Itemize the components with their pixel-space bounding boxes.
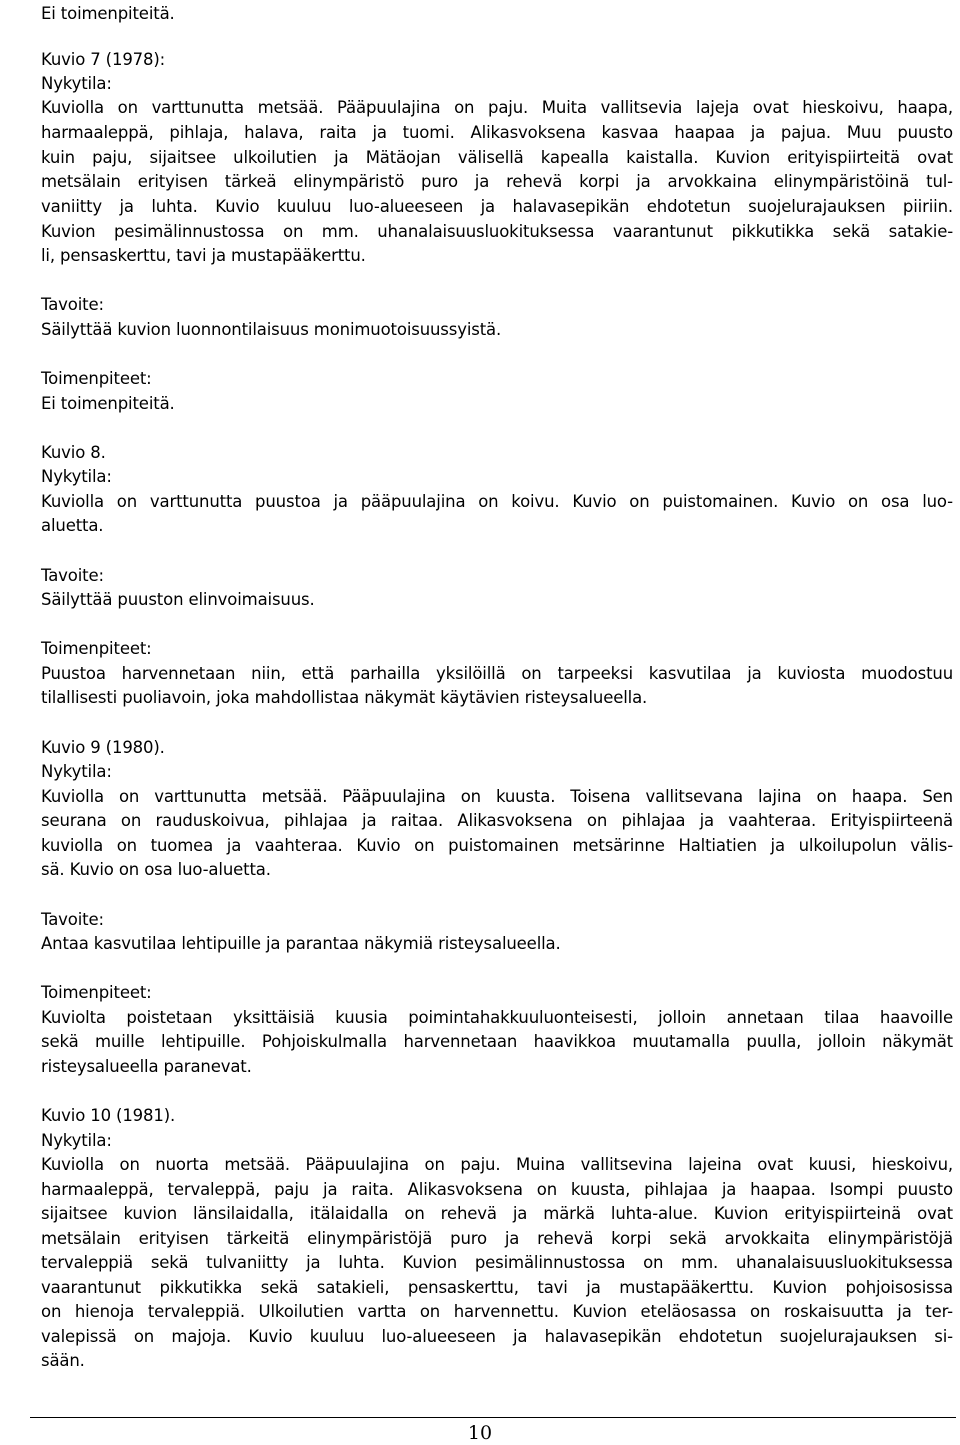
text-line-k7-n4: metsälain erityisen tärkeä elinympäristö puro ja rehevä korpi ja arvokkaina elinympäristöinä tul- [41, 172, 953, 191]
text-line-k7-toim: Toimenpiteet: [41, 369, 152, 388]
text-line-k7-title: Kuvio 7 (1978): [41, 50, 166, 69]
text-line-k7-n7: li, pensaskerttu, tavi ja mustapääkerttu. [41, 246, 366, 265]
text-line-k8-n1: Kuviolla on varttunutta puustoa ja pääpuulajina on koivu. Kuvio on puistomainen. Kuvio on osa luo- [41, 492, 953, 511]
page-number: 10 [467, 1422, 493, 1444]
text-line-k7-n6: Kuvion pesimälinnustossa on mm. uhanalaisuusluokituksessa vaarantunut pikkutikka sekä satakie- [41, 222, 953, 241]
text-line-k9-toim2: sekä muille lehtipuille. Pohjoiskulmalla harvennetaan haavikkoa muutamalla puulla, jolloin näkymät [41, 1032, 953, 1051]
text-line-k8-title: Kuvio 8. [41, 443, 106, 462]
text-line-k9-t1: Antaa kasvutilaa lehtipuille ja parantaa näkymiä risteysalueella. [41, 934, 561, 953]
text-line-k7-tavoite: Tavoite: [41, 295, 104, 314]
text-line-k7-t1: Säilyttää kuvion luonnontilaisuus monimuotoisuussyistä. [41, 320, 502, 339]
text-line-k7-n3: kuin paju, sijaitsee ulkoilutien ja Mätäojan välisellä kapealla kaistalla. Kuvion erityispiirteitä ovat [41, 148, 953, 167]
text-line-k10-n1: Kuviolla on nuorta metsää. Pääpuulajina on paju. Muina vallitsevina lajeina ovat kuusi, hieskoivu, [41, 1155, 953, 1174]
text-line-k9-tavoite: Tavoite: [41, 910, 104, 929]
text-line-k9-toim3: risteysalueella paranevat. [41, 1057, 252, 1076]
text-line-k7-n5: vaniitty ja luhta. Kuvio kuuluu luo-alueeseen ja halavasepikän ehdotetun suojelurajauksen piiriin. [41, 197, 953, 216]
text-line-k9-n2: seurana on rauduskoivua, pihlajaa ja raitaa. Alikasvoksena on pihlajaa ja vaahteraa. Erityispiirteenä [41, 811, 953, 830]
text-line-k9-title: Kuvio 9 (1980). [41, 738, 165, 757]
text-line-k8-toim1: Puustoa harvennetaan niin, että parhailla yksilöillä on tarpeeksi kasvutilaa ja kuviosta muodostuu [41, 664, 953, 683]
footer-divider [30, 1417, 956, 1418]
text-line-k9-toim1: Kuviolta poistetaan yksittäisiä kuusia poimintahakkuuluonteisesti, jolloin annetaan tilaa haavoille [41, 1008, 953, 1027]
text-line-k10-title: Kuvio 10 (1981). [41, 1106, 176, 1125]
text-line-k8-n2: aluetta. [41, 516, 104, 535]
text-line-k9-n4: sä. Kuvio on osa luo-aluetta. [41, 860, 271, 879]
text-line-k7-nykytila: Nykytila: [41, 74, 112, 93]
text-line-k8-tavoite: Tavoite: [41, 566, 104, 585]
text-line-k8-nykytila: Nykytila: [41, 467, 112, 486]
text-line-l1: Ei toimenpiteitä. [41, 4, 175, 23]
text-line-k8-toim: Toimenpiteet: [41, 639, 152, 658]
text-line-k7-n1: Kuviolla on varttunutta metsää. Pääpuulajina on paju. Muita vallitsevia lajeja ovat hieskoivu, haapa, [41, 98, 953, 117]
text-line-k8-t1: Säilyttää puuston elinvoimaisuus. [41, 590, 315, 609]
text-line-k10-n4: metsälain erityisen tärkeitä elinympäristöjä puro ja rehevä korpi sekä arvokkaita elinympäristöjä [41, 1229, 953, 1248]
text-line-k7-toim1: Ei toimenpiteitä. [41, 394, 175, 413]
text-line-k8-toim2: tilallisesti puoliavoin, joka mahdollistaa näkymät käytävien risteysalueella. [41, 688, 648, 707]
text-line-k7-n2: harmaaleppä, pihlaja, halava, raita ja tuomi. Alikasvoksena kasvaa haapaa ja pajua. Muu puusto [41, 123, 953, 142]
text-line-k9-nykytila: Nykytila: [41, 762, 112, 781]
text-line-k10-n8: valepissä on majoja. Kuvio kuuluu luo-alueeseen ja halavasepikän ehdotetun suojelurajauksen si- [41, 1327, 953, 1346]
text-line-k10-n6: vaarantunut pikkutikka sekä satakieli, pensaskerttu, tavi ja mustapääkerttu. Kuvion pohjoisosissa [41, 1278, 953, 1297]
text-line-k9-n3: kuviolla on tuomea ja vaahteraa. Kuvio on puistomainen metsärinne Haltiatien ja ulkoilupolun välis- [41, 836, 953, 855]
text-line-k10-n7: on hienoja tervaleppiä. Ulkoilutien vartta on harvennettu. Kuvion eteläosassa on roskaisuutta ja ter- [41, 1302, 953, 1321]
text-line-k10-n3: sijaitsee kuvion länsilaidalla, itälaidalla on rehevä ja märkä luhta-alue. Kuvion erityispiirteinä ovat [41, 1204, 953, 1223]
text-line-k10-n5: tervaleppiä sekä tulvaniitty ja luhta. Kuvion pesimälinnustossa on mm. uhanalaisuusluokituksessa [41, 1253, 953, 1272]
text-line-k9-toim: Toimenpiteet: [41, 983, 152, 1002]
text-line-k10-n2: harmaaleppä, tervaleppä, paju ja raita. Alikasvoksena on kuusta, pihlajaa ja haapaa. Isompi puusto [41, 1180, 953, 1199]
text-line-k9-n1: Kuviolla on varttunutta metsää. Pääpuulajina on kuusta. Toisena vallitsevana lajina on haapa. Sen [41, 787, 953, 806]
text-line-k10-nykytila: Nykytila: [41, 1131, 112, 1150]
text-line-k10-n9: sään. [41, 1351, 85, 1370]
